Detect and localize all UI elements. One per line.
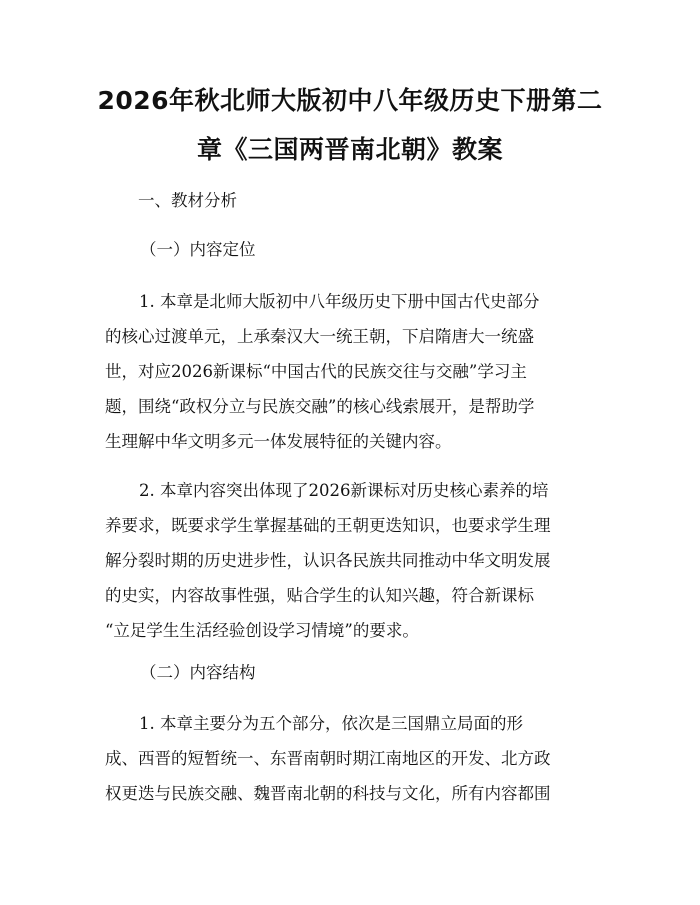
paragraph-line: 世，对应2026新课标“中国古代的民族交往与交融”学习主: [105, 362, 527, 381]
subsection-heading-content-positioning: （一）内容定位: [140, 240, 256, 259]
paragraph-line: 权更迭与民族交融、魏晋南北朝的科技与文化，所有内容都围: [105, 784, 551, 803]
paragraph-line: 的史实，内容故事性强，贴合学生的认知兴趣，符合新课标: [105, 586, 534, 605]
section-heading-textbook-analysis: 一、教材分析: [138, 191, 237, 210]
paragraph-content-positioning-2: [105, 473, 605, 648]
paragraph-line: 生理解中华文明多元一体发展特征的关键内容。: [105, 432, 452, 451]
paragraph-line: 成、西晋的短暂统一、东晋南朝时期江南地区的开发、北方政: [105, 749, 551, 768]
document-title-line-1: 2026年秋北师大版初中八年级历史下册第二: [97, 86, 603, 115]
paragraph-line: 解分裂时期的历史进步性，认识各民族共同推动中华文明发展: [105, 551, 551, 570]
paragraph-line: 题，围绕“政权分立与民族交融”的核心线索展开，是帮助学: [105, 397, 535, 416]
paragraph-line: 养要求，既要求学生掌握基础的王朝更迭知识，也要求学生理: [105, 516, 551, 535]
paragraph-line: 2. 本章内容突出体现了2026新课标对历史核心素养的培: [139, 481, 549, 500]
paragraph-line: “立足学生生活经验创设学习情境”的要求。: [105, 621, 419, 640]
subsection-heading-content-structure: （二）内容结构: [140, 663, 256, 682]
paragraph-line: 1. 本章主要分为五个部分，依次是三国鼎立局面的形: [139, 714, 523, 733]
document-title-line-2: 章《三国两晋南北朝》教案: [196, 135, 503, 164]
paragraph-content-structure-1: [105, 706, 605, 811]
paragraph-line: 的核心过渡单元，上承秦汉大一统王朝，下启隋唐大一统盛: [105, 327, 534, 346]
paragraph-line: 1. 本章是北师大版初中八年级历史下册中国古代史部分: [139, 292, 540, 311]
paragraph-content-positioning-1: [105, 284, 605, 459]
